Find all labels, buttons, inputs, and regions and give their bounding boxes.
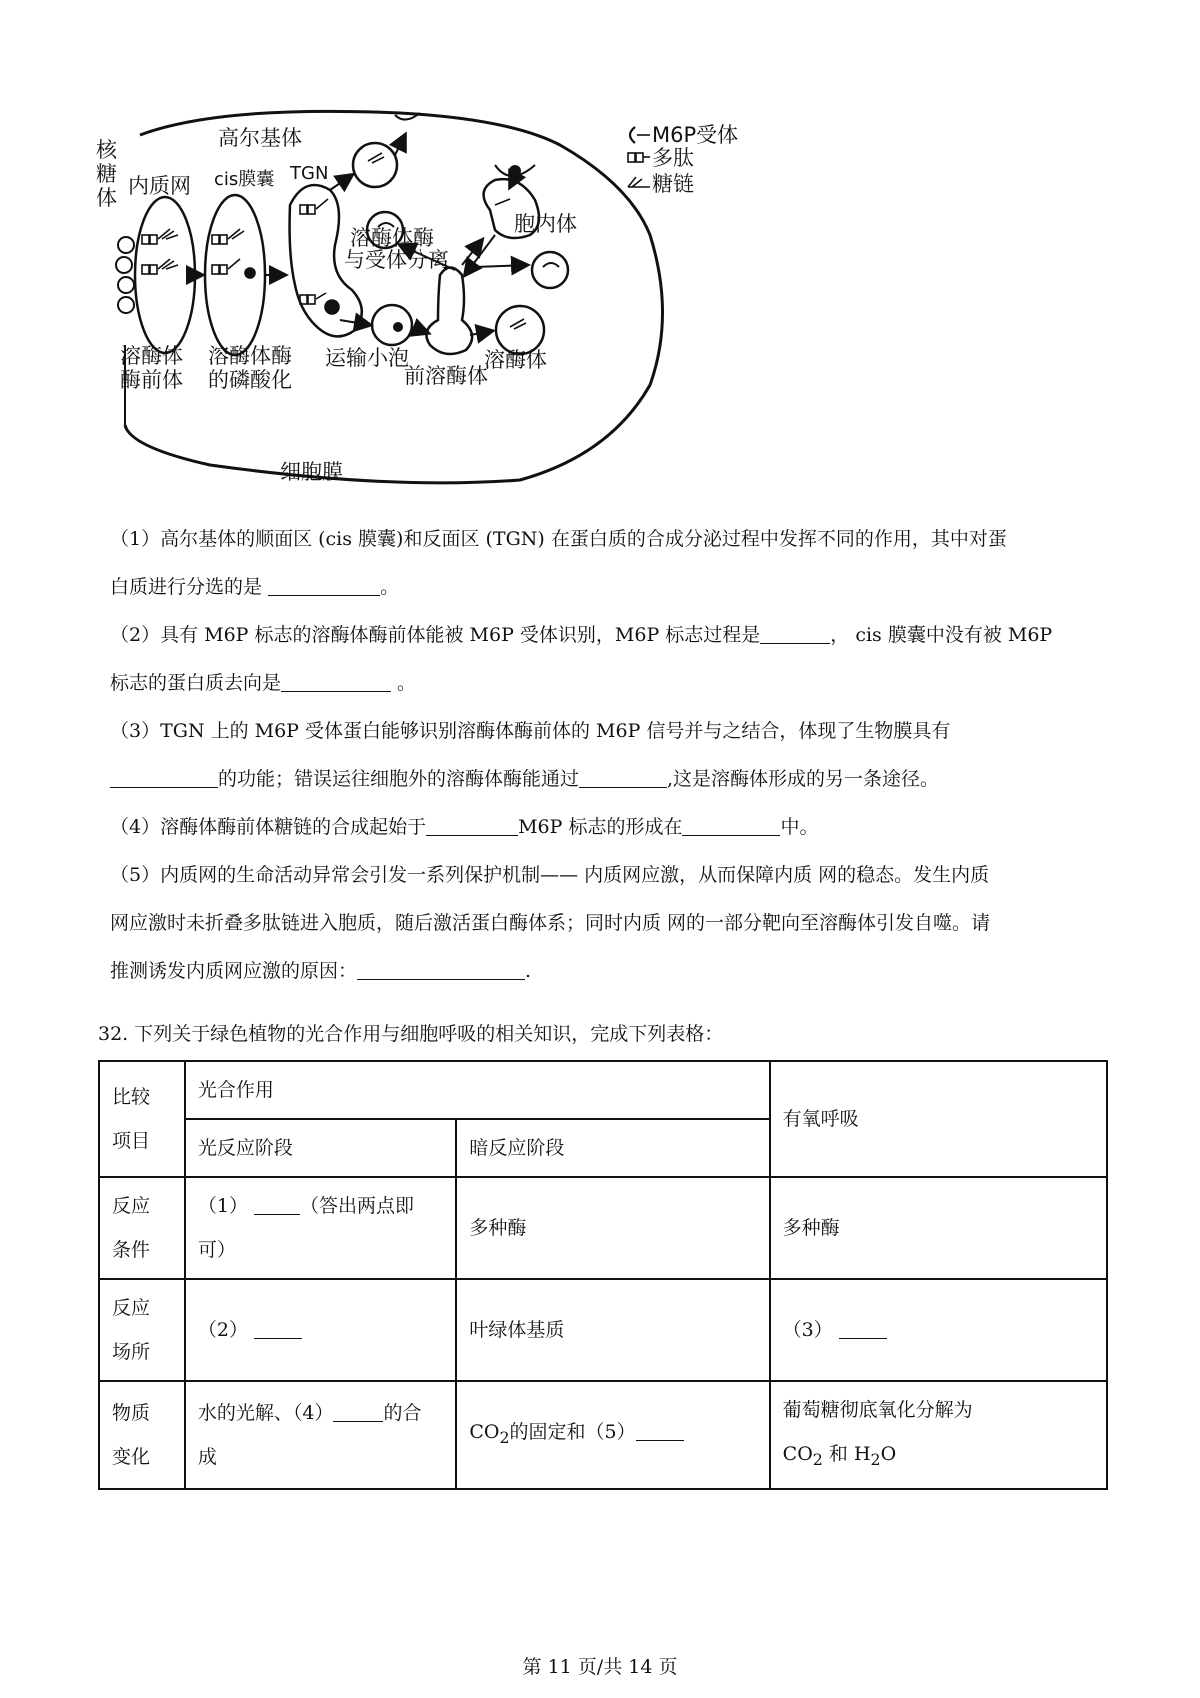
cell-site-light: （2） [185,1279,456,1381]
q3-blank-1[interactable] [110,768,218,788]
label-separation-1: 溶酶体酶 [350,226,434,250]
q3-blank-2[interactable] [579,768,667,788]
cell-condition-aerobic: 多种酶 [770,1177,1107,1279]
header-aerobic: 有氧呼吸 [770,1061,1107,1177]
label-prelysosome: 前溶酶体 [404,364,488,388]
cis-cisterna [205,195,265,355]
blank-1[interactable] [254,1195,300,1215]
cell-condition-light: （1） （答出两点即 可） [185,1177,456,1279]
row-label-matter: 物质 变化 [99,1381,185,1489]
header-light: 光反应阶段 [185,1119,456,1177]
blank-4[interactable] [333,1402,383,1422]
m6p-receptor-icon [630,127,635,143]
q3-mid: 的功能；错误运往细胞外的溶酶体酶能通过 [218,768,580,790]
label-phos-1: 溶酶体酶 [208,344,292,368]
prelysosome-shape [426,268,472,355]
page-footer: 第 11 页/共 14 页 [522,1656,678,1678]
table-row [99,1381,1107,1489]
legend-sugar-label: 糖链 [652,172,694,196]
q5-text: 推测诱发内质网应激的原因： [110,960,358,982]
q1-line-1: （1）高尔基体的顺面区 (cis 膜囊)和反面区 (TGN) 在蛋白质的合成分泌过程中发挥不同的作用，其中对蛋 [110,528,1007,550]
q3-line-1: （3）TGN 上的 M6P 受体蛋白能够识别溶酶体酶前体的 M6P 信号并与之结合，体现了生物膜具有 [110,720,951,742]
q2-line-1 [110,611,1110,659]
er-polypeptides [142,229,178,274]
table-row [99,1177,1107,1279]
label-er: 内质网 [128,174,191,198]
label-transport-vesicle: 运输小泡 [325,346,409,370]
q32-heading [98,1010,1098,1058]
label-precursor-1: 溶酶体 [120,344,183,368]
q2-blank-1[interactable] [760,624,830,644]
table-row [99,1279,1107,1381]
row-label-site: 反应 场所 [99,1279,185,1381]
label-cis: cis膜囊 [214,169,275,190]
q5-end: . [525,960,532,982]
q5-blank[interactable] [357,960,525,980]
label-phos-2: 的磷酸化 [208,368,292,392]
blank-5[interactable] [636,1421,684,1441]
legend-receptor-label: M6P受体 [652,123,739,147]
cell-condition-dark: 多种酶 [456,1177,769,1279]
cell-site-aerobic: （3） [770,1279,1107,1381]
q2-mid: ， cis 膜囊中没有被 M6P [830,624,1053,646]
q5-line-2: 网应激时未折叠多肽链进入胞质，随后激活蛋白酶体系；同时内质 网的一部分靶向至溶酶体引发自噬。请 [110,912,991,934]
secretory-vesicle [353,143,397,187]
cell-site-dark: 叶绿体基质 [456,1279,769,1381]
q4-mid: M6P 标志的形成在 [518,816,683,838]
q1-line-2 [110,563,1110,611]
q3-line-2 [110,755,1110,803]
diagram-svg [90,95,739,535]
q5-line-1: （5）内质网的生命活动异常会引发一系列保护机制—— 内质网应激，从而保障内质 网的稳态。发生内质 [110,864,990,886]
header-photosynthesis: 光合作用 [185,1061,770,1119]
label-ribosome: 核 [96,138,117,162]
legend-polypeptide-label: 多肽 [652,146,694,170]
label-endosome: 胞内体 [514,212,577,236]
label-lysosome: 溶酶体 [484,348,547,372]
q4-text: （4）溶酶体酶前体糖链的合成起始于 [110,816,427,838]
receptor-vesicle-2 [532,252,568,288]
q2-text-b: 标志的蛋白质去向是 [110,672,282,694]
q2-line-2 [110,659,1110,707]
q2-text: （2）具有 M6P 标志的溶酶体酶前体能被 M6P 受体识别，M6P 标志过程是 [110,624,761,646]
row-label-condition: 反应 条件 [99,1177,185,1279]
blank-2[interactable] [254,1319,302,1339]
lysosome-formation-diagram [90,95,739,535]
q1-end: 。 [380,576,400,598]
q4-blank-1[interactable] [426,816,518,836]
label-golgi: 高尔基体 [218,126,302,150]
lysosome-shape [496,306,544,354]
table-row [99,1061,1107,1119]
label-ribosome-3: 体 [96,186,117,210]
q1-text: 白质进行分选的是 [110,576,263,598]
label-precursor-2: 酶前体 [120,368,183,392]
transport-vesicle [372,305,412,345]
q4-line [110,803,1110,851]
q2-blank-2[interactable] [281,672,391,692]
cell-matter-dark: $CO_2$的固定和（5） [456,1381,769,1489]
q32-text: 32. 下列关于绿色植物的光合作用与细胞呼吸的相关知识，完成下列表格： [98,1023,724,1045]
label-tgn: TGN [290,163,329,184]
label-ribosome-2: 糖 [96,162,117,186]
q3-end: ,这是溶酶体形成的另一条途径。 [667,768,940,790]
blank-3[interactable] [839,1319,887,1339]
polypeptide-icon [628,153,650,162]
q1-blank[interactable] [268,576,380,596]
label-membrane: 细胞膜 [280,460,343,484]
header-compare: 比较 项目 [99,1061,185,1177]
cell-matter-light: 水的光解、（4） 的合 成 [185,1381,456,1489]
q5-line-3 [110,947,1110,995]
question-block [110,515,1110,995]
q4-blank-2[interactable] [682,816,780,836]
er-vesicle [135,197,195,353]
sugar-chain-icon [628,177,650,187]
label-separation-2: 与受体分离 [344,248,449,272]
q2-end: 。 [391,672,417,694]
q4-end: 中。 [780,816,819,838]
comparison-table [98,1060,1108,1490]
cell-matter-aerobic: 葡萄糖彻底氧化分解为 $CO_2$ 和 $H_2O$ [770,1381,1107,1489]
header-dark: 暗反应阶段 [456,1119,769,1177]
ribosome-shapes [116,237,134,313]
